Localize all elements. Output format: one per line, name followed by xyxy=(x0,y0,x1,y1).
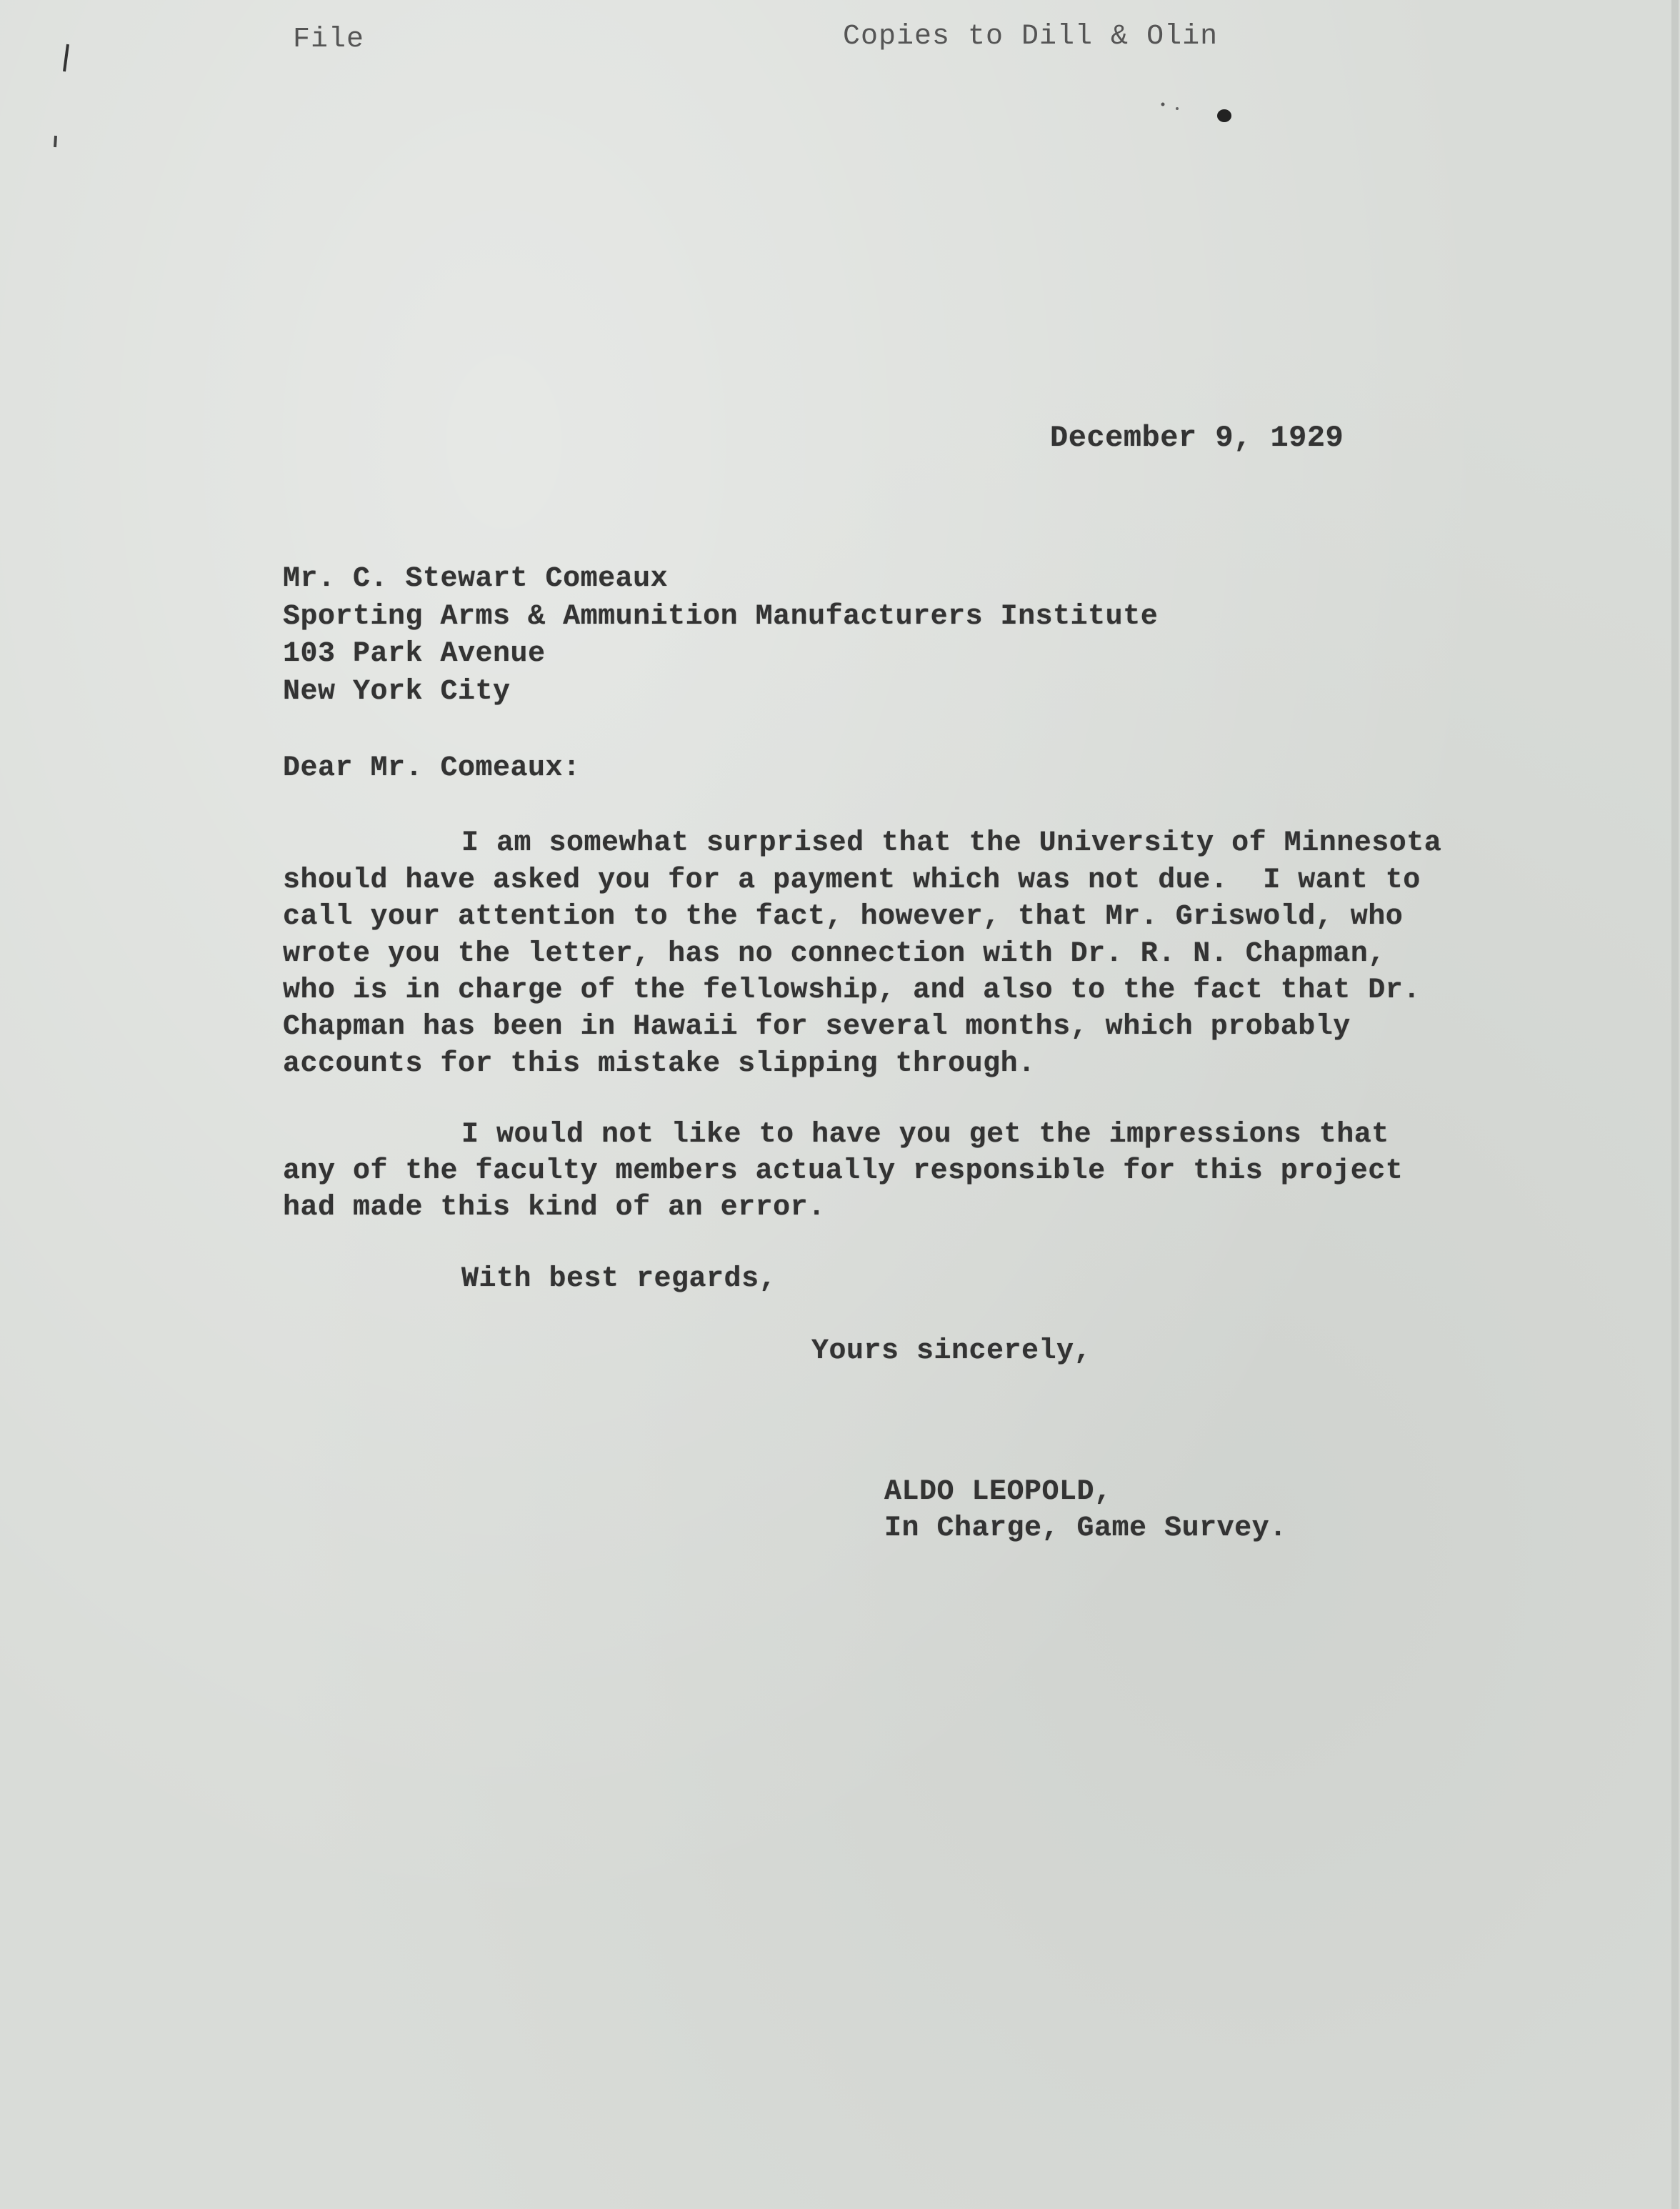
paragraph-line: any of the faculty members actually responsible for this project xyxy=(283,1155,1404,1187)
paragraph-line: Chapman has been in Hawaii for several months, which probably xyxy=(283,1011,1351,1043)
recipient-street: 103 Park Avenue xyxy=(283,638,546,670)
paragraph-line: wrote you the letter, has no connection with Dr. R. N. Chapman, xyxy=(283,938,1386,970)
letter-date: December 9, 1929 xyxy=(1050,421,1344,455)
paragraph-line: I am somewhat surprised that the University of Minnesota xyxy=(461,827,1442,859)
paragraph-line: accounts for this mistake slipping through. xyxy=(283,1048,1036,1080)
salutation: Dear Mr. Comeaux: xyxy=(283,752,581,784)
paragraph-line: should have asked you for a payment which was not due. I want to xyxy=(283,864,1421,897)
ink-speck xyxy=(1161,103,1165,106)
complimentary-close: Yours sincerely, xyxy=(811,1335,1092,1367)
margin-dot-mark xyxy=(55,136,56,147)
ink-speck xyxy=(1176,107,1179,110)
signature-title: In Charge, Game Survey. xyxy=(884,1512,1287,1545)
paragraph-line: I would not like to have you get the impressions that xyxy=(461,1119,1389,1151)
paragraph-line: had made this kind of an error. xyxy=(283,1192,826,1224)
signature-name: ALDO LEOPOLD, xyxy=(884,1476,1112,1508)
copies-note: Copies to Dill & Olin xyxy=(843,21,1219,53)
margin-tick-mark xyxy=(64,44,68,71)
recipient-city: New York City xyxy=(283,676,511,708)
recipient-organization: Sporting Arms & Ammunition Manufacturers Institute xyxy=(283,601,1159,633)
file-label: File xyxy=(293,24,365,56)
paragraph-line: who is in charge of the fellowship, and also to the fact that Dr. xyxy=(283,974,1421,1007)
ink-spot xyxy=(1217,109,1231,122)
recipient-name: Mr. C. Stewart Comeaux xyxy=(283,563,669,595)
closing-line: With best regards, xyxy=(461,1263,777,1295)
paragraph-line: call your attention to the fact, however, that Mr. Griswold, who xyxy=(283,901,1404,933)
